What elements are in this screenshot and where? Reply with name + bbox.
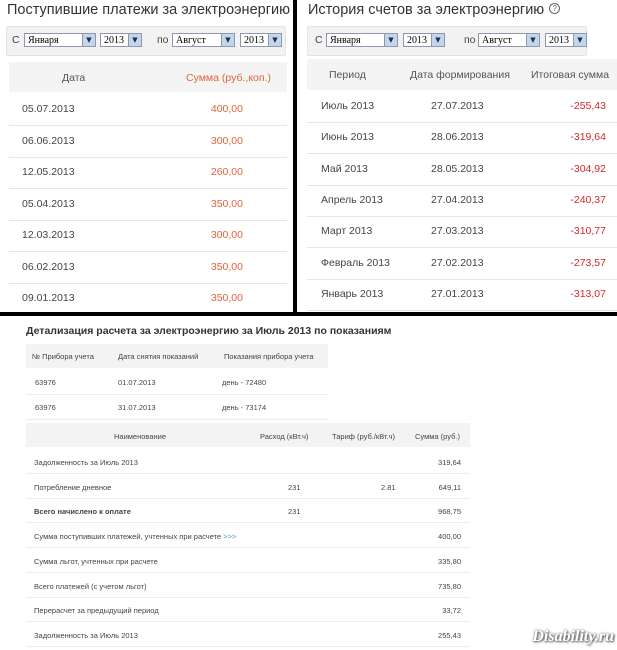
calc-item-name-text: Задолженность за Июль 2013 (34, 458, 138, 467)
table-row (9, 220, 287, 252)
to-year-select[interactable] (240, 33, 282, 47)
calc-usage: 231 (288, 482, 301, 492)
calc-item-name (34, 532, 236, 541)
history-total: -313,07 (570, 287, 606, 300)
calc-sum: 649,11 (438, 482, 461, 492)
payment-date: 12.05.2013 (22, 166, 75, 178)
reading-date: 01.07.2013 (118, 378, 156, 387)
payment-amount: 300,00 (210, 134, 243, 147)
table-row (26, 548, 470, 573)
help-icon[interactable]: ? (549, 3, 560, 14)
table-row (26, 395, 328, 420)
from-label: С (12, 34, 20, 46)
history-period: Февраль 2013 (321, 256, 390, 269)
payment-date: 06.02.2013 (22, 260, 75, 273)
history-created-date: 27.07.2013 (431, 100, 484, 112)
table-row (26, 474, 470, 499)
table-row (9, 252, 287, 284)
calc-item-name (34, 458, 138, 467)
to-year-select[interactable] (545, 33, 587, 47)
payment-date: 05.04.2013 (22, 197, 75, 210)
payment-amount: 400,00 (210, 103, 243, 115)
chevron-down-icon: ▼ (268, 34, 281, 46)
history-period: Апрель 2013 (321, 193, 383, 206)
history-filter (307, 26, 587, 56)
from-year-value: 2013 (407, 35, 427, 46)
history-total: -310,77 (570, 225, 606, 238)
calc-sum: 735,80 (438, 581, 461, 591)
meter-number: 63976 (35, 403, 56, 412)
to-year-value: 2013 (244, 35, 264, 46)
payment-amount: 350,00 (210, 292, 243, 304)
history-created-date: 27.04.2013 (431, 193, 484, 206)
column-header-read-date: Дата снятия показаний (118, 352, 199, 361)
watermark-logo: Disability.ru (532, 628, 614, 645)
calc-item-name (34, 507, 131, 516)
chevron-down-icon: ▼ (221, 34, 234, 46)
table-row (307, 154, 617, 186)
payments-table-header (9, 62, 287, 92)
table-row (9, 157, 287, 189)
details-link[interactable]: >>> (223, 532, 237, 542)
table-row (307, 216, 617, 248)
table-row (26, 622, 470, 647)
table-row (26, 498, 470, 523)
from-year-value: 2013 (104, 35, 124, 46)
history-created-date: 28.06.2013 (431, 131, 484, 144)
table-row (307, 279, 617, 311)
table-row (9, 189, 287, 221)
history-total: -273,57 (570, 256, 606, 269)
column-header-date: Дата (62, 72, 86, 84)
horizontal-divider (0, 312, 617, 316)
to-year-value: 2013 (549, 35, 569, 46)
payments-panel (0, 0, 293, 312)
to-label: по (157, 34, 169, 46)
calc-sum: 968,75 (438, 507, 461, 517)
calc-item-name (34, 557, 158, 566)
calc-tariff: 2.81 (381, 482, 396, 492)
calc-item-name-text: Потребление дневное (34, 482, 112, 492)
history-total: -240,37 (570, 193, 606, 206)
column-header-name: Наименование (114, 432, 166, 441)
calc-item-name-text: Сумма льгот, учтенных при расчете (34, 556, 158, 566)
column-header-meter: № Прибора учета (32, 352, 94, 361)
chevron-down-icon: ▼ (128, 34, 141, 46)
history-created-date: 28.05.2013 (431, 162, 484, 175)
calc-item-name-text: Всего начислено к оплате (34, 507, 131, 517)
payments-title: Поступившие платежи за электроэнергию (7, 2, 290, 18)
table-row (26, 370, 328, 395)
table-row (26, 449, 470, 474)
payment-date: 12.03.2013 (22, 229, 75, 241)
column-header-period: Период (329, 69, 366, 81)
calc-sum: 400,00 (438, 532, 461, 542)
calc-item-name-text: Всего платежей (с учетом льгот) (34, 581, 147, 591)
calc-table-header (26, 423, 470, 447)
chevron-down-icon: ▼ (82, 34, 95, 46)
table-row (9, 283, 287, 315)
column-header-sum: Сумма (руб.) (415, 432, 460, 441)
history-period: Май 2013 (321, 162, 368, 175)
table-row (26, 597, 470, 622)
table-row (26, 523, 470, 548)
payment-amount: 260,00 (210, 166, 243, 178)
history-total: -304,92 (570, 162, 606, 175)
reading-date: 31.07.2013 (118, 403, 156, 412)
meter-number: 63976 (35, 378, 56, 387)
column-header-amount: Сумма (руб.,коп.) (186, 72, 271, 84)
calc-sum: 33,72 (442, 606, 461, 616)
history-created-date: 27.02.2013 (431, 256, 484, 269)
history-period: Июнь 2013 (321, 131, 374, 144)
table-row (307, 122, 617, 154)
calc-item-name-text: Сумма поступивших платежей, учтенных при расчете (34, 532, 222, 542)
from-month-select[interactable] (326, 33, 398, 47)
history-created-date: 27.01.2013 (431, 287, 484, 300)
from-year-select[interactable] (100, 33, 142, 47)
column-header-total: Итоговая сумма (531, 69, 610, 81)
calc-item-name-text: Перерасчет за предыдущий период (34, 606, 159, 616)
from-month-select[interactable] (24, 33, 96, 47)
history-period: Март 2013 (321, 225, 373, 238)
table-row (307, 185, 617, 217)
history-title (308, 2, 560, 18)
to-month-value: Август (482, 35, 512, 46)
from-year-select[interactable] (403, 33, 445, 47)
chevron-down-icon: ▼ (384, 34, 397, 46)
from-label: С (315, 34, 323, 46)
meter-reading: день - 73174 (222, 403, 267, 412)
column-header-tariff: Тариф (руб./кВт.ч) (332, 432, 396, 441)
calc-item-name (34, 483, 111, 492)
payment-amount: 350,00 (210, 260, 243, 273)
history-table-header (307, 59, 617, 90)
history-period: Июль 2013 (321, 100, 375, 112)
from-month-value: Января (330, 35, 361, 46)
calc-item-name-text: Задолженность за Июль 2013 (34, 630, 138, 640)
to-month-value: Август (176, 35, 206, 46)
calc-item-name (34, 606, 159, 615)
calc-sum: 335,80 (438, 556, 461, 566)
table-row (9, 94, 287, 126)
calc-item-name (34, 631, 138, 640)
chevron-down-icon: ▼ (573, 34, 586, 46)
detail-panel (20, 318, 500, 650)
calc-usage: 231 (288, 507, 301, 517)
table-row (9, 126, 287, 158)
detail-title: Детализация расчета за электроэнергию за Июль 2013 по показаниям (26, 325, 392, 337)
meter-reading: день - 72480 (222, 378, 267, 387)
calc-sum: 255,43 (438, 630, 461, 640)
history-title-text: История счетов за электроэнергию (308, 2, 545, 18)
payment-amount: 350,00 (210, 197, 243, 210)
calc-sum: 319,64 (438, 458, 461, 467)
vertical-divider (293, 0, 297, 314)
payments-filter (6, 26, 286, 56)
table-row (26, 573, 470, 598)
payment-amount: 300,00 (210, 229, 243, 241)
history-created-date: 27.03.2013 (431, 225, 484, 238)
payment-date: 09.01.2013 (22, 292, 75, 304)
meters-table-header (26, 344, 328, 368)
to-label: по (464, 34, 476, 46)
to-month-select[interactable] (478, 33, 540, 47)
history-total: -255,43 (570, 100, 606, 112)
chevron-down-icon: ▼ (431, 34, 444, 46)
chevron-down-icon: ▼ (526, 34, 539, 46)
column-header-reading: Показания прибора учета (224, 352, 314, 361)
payment-date: 05.07.2013 (22, 103, 75, 115)
table-row (307, 91, 617, 123)
payment-date: 06.06.2013 (22, 134, 75, 147)
history-period: Январь 2013 (321, 287, 384, 300)
from-month-value: Января (28, 35, 59, 46)
history-panel (298, 0, 617, 312)
history-total: -319,64 (570, 131, 606, 144)
column-header-created: Дата формирования (410, 69, 510, 81)
table-row (307, 248, 617, 280)
calc-item-name (34, 582, 147, 591)
to-month-select[interactable] (172, 33, 235, 47)
column-header-usage: Расход (кВт.ч) (260, 432, 309, 441)
